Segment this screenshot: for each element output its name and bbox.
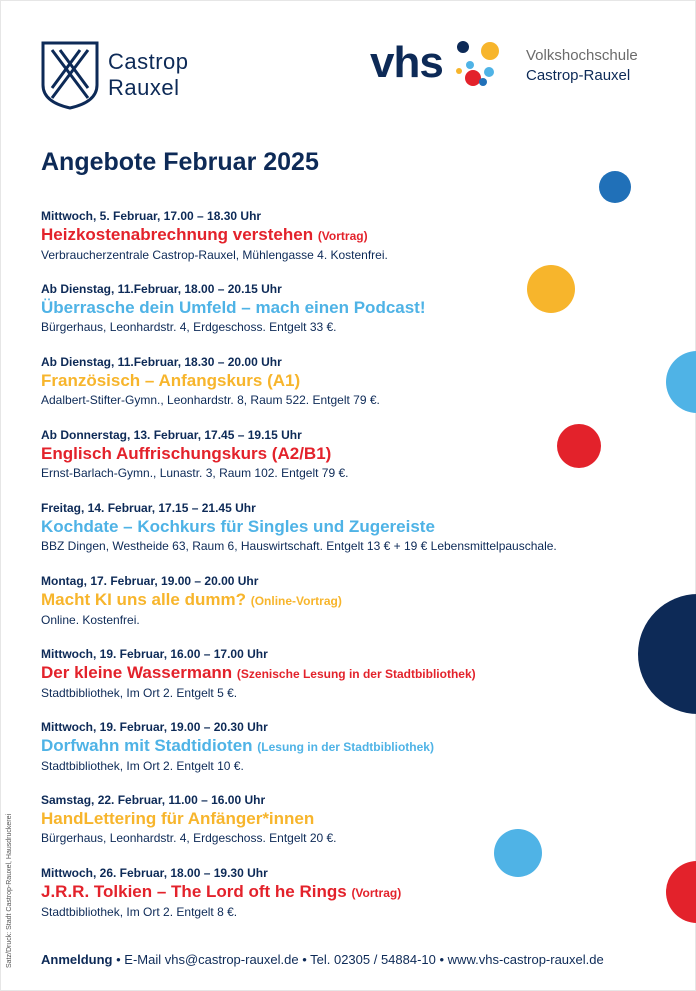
event-note: (Szenische Lesung in der Stadtbibliothek) — [236, 667, 476, 681]
event-location: Online. Kostenfrei. — [41, 613, 140, 627]
decor-dot-yellow — [527, 265, 575, 313]
vhs-name-line2: Castrop-Rauxel — [526, 67, 631, 84]
footer — [41, 952, 604, 967]
event-location: Stadtbibliothek, Im Ort 2. Entgelt 8 €. — [41, 905, 238, 919]
event-date: Mittwoch, 5. Februar, 17.00 – 18.30 Uhr — [41, 209, 262, 223]
event-location: Stadtbibliothek, Im Ort 2. Entgelt 10 €. — [41, 759, 244, 773]
page-title: Angebote Februar 2025 — [41, 148, 319, 176]
event-location: Bürgerhaus, Leonhardstr. 4, Erdgeschoss. Entgelt 20 €. — [41, 831, 337, 845]
event-title: Englisch Auffrischungskurs (A2/B1) — [41, 444, 332, 463]
event-title-line — [41, 370, 681, 392]
city-logo-line2: Rauxel — [108, 75, 180, 100]
event-date: Mittwoch, 19. Februar, 16.00 – 17.00 Uhr — [41, 647, 268, 661]
decor-dot-blue — [599, 171, 631, 203]
event-note: (Online-Vortrag) — [250, 594, 342, 608]
event-date: Montag, 17. Februar, 19.00 – 20.00 Uhr — [41, 574, 259, 588]
city-logo-line1: Castrop — [108, 49, 189, 74]
event-date: Samstag, 22. Februar, 11.00 – 16.00 Uhr — [41, 793, 266, 807]
event-title: Kochdate – Kochkurs für Singles und Zugereiste — [41, 517, 435, 536]
event-title: Dorfwahn mit Stadtidioten — [41, 736, 253, 755]
event-item — [41, 355, 681, 428]
event-date: Ab Dienstag, 11.Februar, 18.00 – 20.15 Uhr — [41, 282, 282, 296]
event-location: Ernst-Barlach-Gymn., Lunastr. 3, Raum 102. Entgelt 79 €. — [41, 466, 349, 480]
event-item — [41, 501, 681, 574]
event-item — [41, 793, 681, 866]
event-note: (Lesung in der Stadtbibliothek) — [257, 740, 434, 754]
event-title-line — [41, 881, 681, 904]
event-title: Französisch – Anfangskurs (A1) — [41, 371, 301, 390]
decor-dot-lightblue-2 — [494, 829, 542, 877]
event-note: (Vortrag) — [351, 886, 402, 900]
event-title-line — [41, 297, 681, 319]
event-title: Überrasche dein Umfeld – mach einen Podcast! — [41, 298, 426, 317]
event-list — [41, 209, 681, 939]
event-item — [41, 574, 681, 647]
event-title-line — [41, 808, 681, 830]
event-item — [41, 647, 681, 720]
event-title-line — [41, 516, 681, 538]
event-title: J.R.R. Tolkien – The Lord oft he Rings — [41, 882, 347, 901]
event-title-line — [41, 662, 681, 685]
event-item — [41, 282, 681, 355]
event-title-line — [41, 224, 681, 247]
event-title-line — [41, 589, 681, 612]
event-location: Bürgerhaus, Leonhardstr. 4, Erdgeschoss. Entgelt 33 €. — [41, 320, 337, 334]
vhs-wordmark: vhs — [370, 38, 443, 87]
event-title: Der kleine Wassermann — [41, 663, 233, 682]
footer-label: Anmeldung — [41, 952, 113, 967]
event-date: Freitag, 14. Februar, 17.15 – 21.45 Uhr — [41, 501, 256, 515]
event-location: Verbraucherzentrale Castrop-Rauxel, Mühlengasse 4. Kostenfrei. — [41, 248, 388, 262]
event-location: BBZ Dingen, Westheide 63, Raum 6, Hauswirtschaft. Entgelt 13 € + 19 € Lebensmittelpauschale. — [41, 539, 557, 553]
print-note: Satz/Druck: Stadt Castrop-Rauxel, Hausdruckerei — [6, 813, 13, 968]
city-logo-text — [108, 49, 189, 101]
vhs-dots-icon — [452, 38, 502, 88]
event-item — [41, 866, 681, 939]
event-date: Ab Dienstag, 11.Februar, 18.30 – 20.00 Uhr — [41, 355, 282, 369]
event-date: Ab Donnerstag, 13. Februar, 17.45 – 19.15 Uhr — [41, 428, 302, 442]
event-title-line — [41, 735, 681, 758]
event-date: Mittwoch, 26. Februar, 18.00 – 19.30 Uhr — [41, 866, 268, 880]
event-item — [41, 209, 681, 282]
event-note: (Vortrag) — [317, 229, 368, 243]
event-title: Heizkostenabrechnung verstehen — [41, 225, 314, 244]
city-crest-icon — [40, 40, 100, 110]
event-location: Stadtbibliothek, Im Ort 2. Entgelt 5 €. — [41, 686, 238, 700]
vhs-name — [526, 46, 638, 86]
event-date: Mittwoch, 19. Februar, 19.00 – 20.30 Uhr — [41, 720, 268, 734]
event-title: HandLettering für Anfänger*innen — [41, 809, 315, 828]
vhs-name-line1: Volkshochschule — [526, 47, 638, 64]
city-logo — [40, 40, 189, 110]
event-location: Adalbert-Stifter-Gymn., Leonhardstr. 8, Raum 522. Entgelt 79 €. — [41, 393, 380, 407]
event-title: Macht KI uns alle dumm? — [41, 590, 246, 609]
event-item — [41, 720, 681, 793]
decor-dot-red — [557, 424, 601, 468]
footer-contact: • E-Mail vhs@castrop-rauxel.de • Tel. 02305 / 54884-10 • www.vhs-castrop-rauxel.de — [112, 952, 604, 967]
